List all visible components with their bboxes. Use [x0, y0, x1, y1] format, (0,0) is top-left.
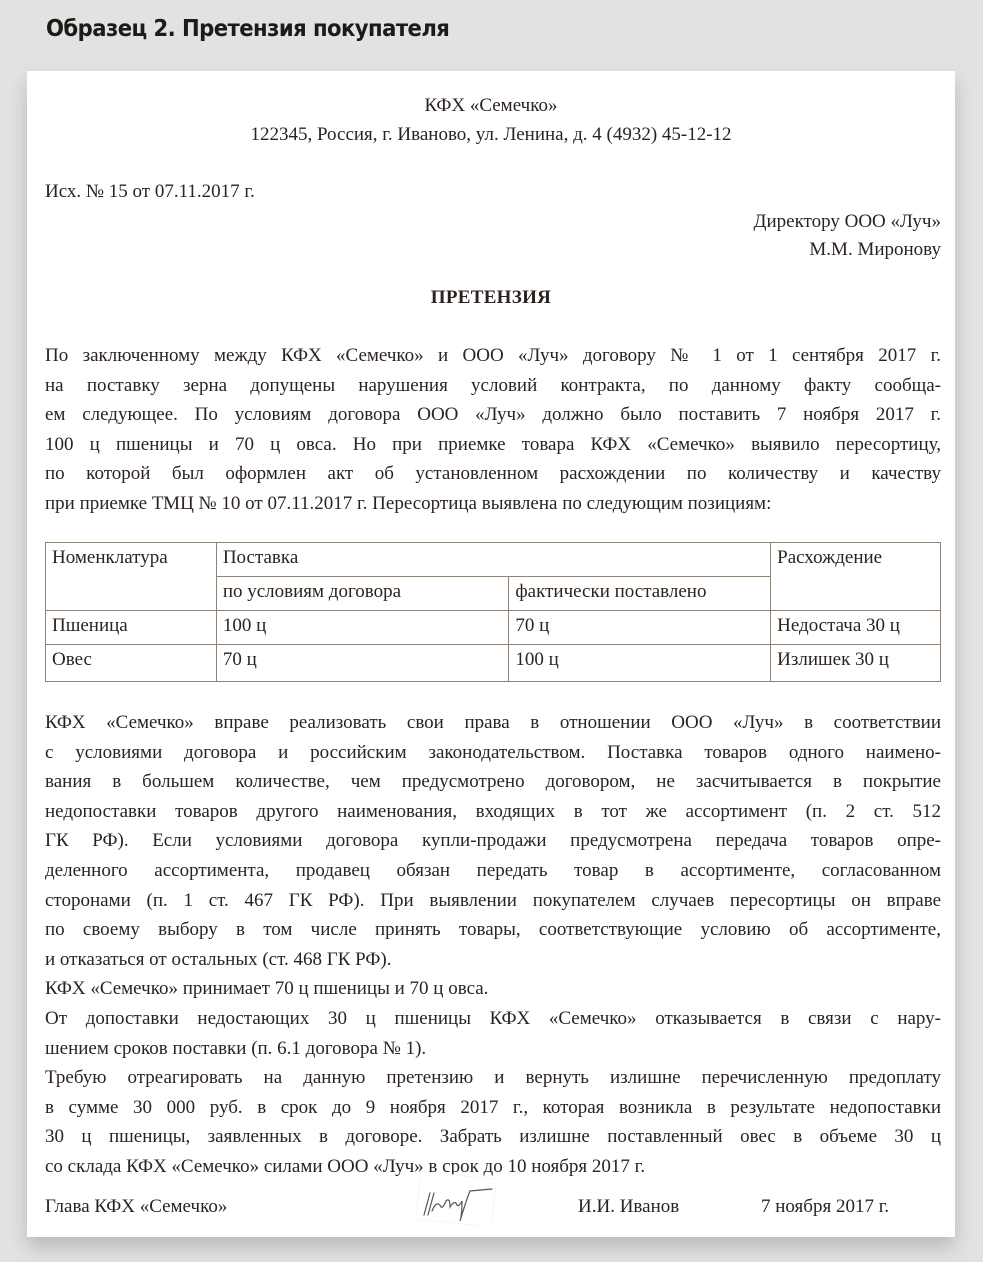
handwritten-signature-icon [410, 1171, 500, 1226]
header-by-contract: по условиям договора [216, 577, 509, 611]
discrepancy-table [45, 542, 941, 682]
addressee-line-2: М.М. Миронову [809, 239, 941, 260]
letterhead-address: 122345, Россия, г. Иваново, ул. Ленина, д. 4 (4932) 45-12-12 [250, 124, 732, 145]
text-line: на поставку зерна допущены нарушения условий контракта, по данному факту сообща- [45, 374, 941, 396]
cell-discrepancy: Излишек 30 ц [771, 645, 941, 682]
cell-by-contract: 100 ц [216, 611, 509, 645]
text-line: Требую отреагировать на данную претензию и вернуть излишне перечисленную предоплату [45, 1067, 941, 1089]
cell-item: Пшеница [46, 611, 217, 645]
intro-paragraph [45, 341, 941, 519]
text-line: КФХ «Семечко» вправе реализовать свои права в отношении ООО «Луч» в соответствии [45, 712, 941, 733]
text-line: в сумме 30 000 руб. в срок до 9 ноября 2017 г., которая возникла в результате недопоставки [45, 1096, 941, 1118]
document-title: ПРЕТЕНЗИЯ [430, 287, 552, 308]
text-line: недопоставки товаров другого наименования, входящих в тот же ассортимент (п. 2 ст. 512 [45, 800, 941, 822]
text-line: и отказаться от остальных (ст. 468 ГК РФ). [45, 948, 392, 970]
text-line: по своему выбору в том числе принять товары, соответствующие условию об ассортименте, [45, 919, 941, 941]
text-line: ем следующее. По условиям договора ООО «Луч» должно было поставить 7 ноября 2017 г. [45, 404, 941, 426]
figure-heading: Образец 2. Претензия покупателя [46, 16, 450, 42]
claim-document [27, 71, 955, 1237]
text-line: вания в большем количестве, чем предусмотрено договором, не засчитывается в покрытие [45, 771, 941, 793]
text-line: шением сроков поставки (п. 6.1 договора № 1). [45, 1037, 427, 1059]
text-line: при приемке ТМЦ № 10 от 07.11.2017 г. Пересортица выявлена по следующим позициям: [45, 492, 772, 514]
table-header-row [46, 543, 941, 577]
header-supply: Поставка [216, 543, 770, 577]
addressee-line-1: Директору ООО «Луч» [753, 211, 941, 232]
text-line: с условиями договора и российским законодательством. Поставка товаров одного наимено- [45, 741, 941, 763]
text-line: 30 ц пшеницы, заявленных в договоре. Забрать излишне поставленный овес в объеме 30 ц [45, 1126, 941, 1148]
signature-date: 7 ноября 2017 г. [761, 1196, 890, 1217]
table-row [46, 645, 941, 682]
letterhead-org: КФХ «Семечко» [424, 95, 558, 116]
signer-name: И.И. Иванов [578, 1196, 680, 1217]
text-line: по которой был оформлен акт об установленном расхождении по количеству и качеству [45, 463, 941, 485]
header-nomenclature: Номенклатура [46, 543, 217, 611]
cell-item: Овес [46, 645, 217, 682]
text-line: деленного ассортимента, продавец обязан передать товар в ассортименте, согласованном [45, 859, 941, 881]
cell-actual: 70 ц [509, 611, 771, 645]
text-line: КФХ «Семечко» принимает 70 ц пшеницы и 70 ц овса. [45, 978, 489, 1000]
text-line: со склада КФХ «Семечко» силами ООО «Луч» в срок до 10 ноября 2017 г. [45, 1155, 646, 1177]
table-row [46, 611, 941, 645]
cell-discrepancy: Недостача 30 ц [771, 611, 941, 645]
header-actual: фактически поставлено [509, 577, 771, 611]
outgoing-reference: Исх. № 15 от 07.11.2017 г. [45, 181, 255, 202]
header-discrepancy: Расхождение [771, 543, 941, 611]
text-line: ГК РФ). Если условиями договора купли-продажи предусмотрена передача товаров опре- [45, 830, 941, 852]
cell-actual: 100 ц [509, 645, 771, 682]
cell-by-contract: 70 ц [216, 645, 509, 682]
text-line: сторонами (п. 1 ст. 467 ГК РФ). При выявлении покупателем случаев пересортицы он вправе [45, 889, 941, 911]
body-paragraph [45, 708, 941, 1182]
text-line: 100 ц пшеницы и 70 ц овса. Но при приемке товара КФХ «Семечко» выявило пересортицу, [45, 433, 941, 455]
text-line: От допоставки недостающих 30 ц пшеницы КФХ «Семечко» отказывается в связи с нару- [45, 1007, 941, 1029]
text-line: По заключенному между КФХ «Семечко» и ООО «Луч» договору № 1 от 1 сентября 2017 г. [45, 345, 941, 366]
signer-position: Глава КФХ «Семечко» [45, 1196, 228, 1217]
